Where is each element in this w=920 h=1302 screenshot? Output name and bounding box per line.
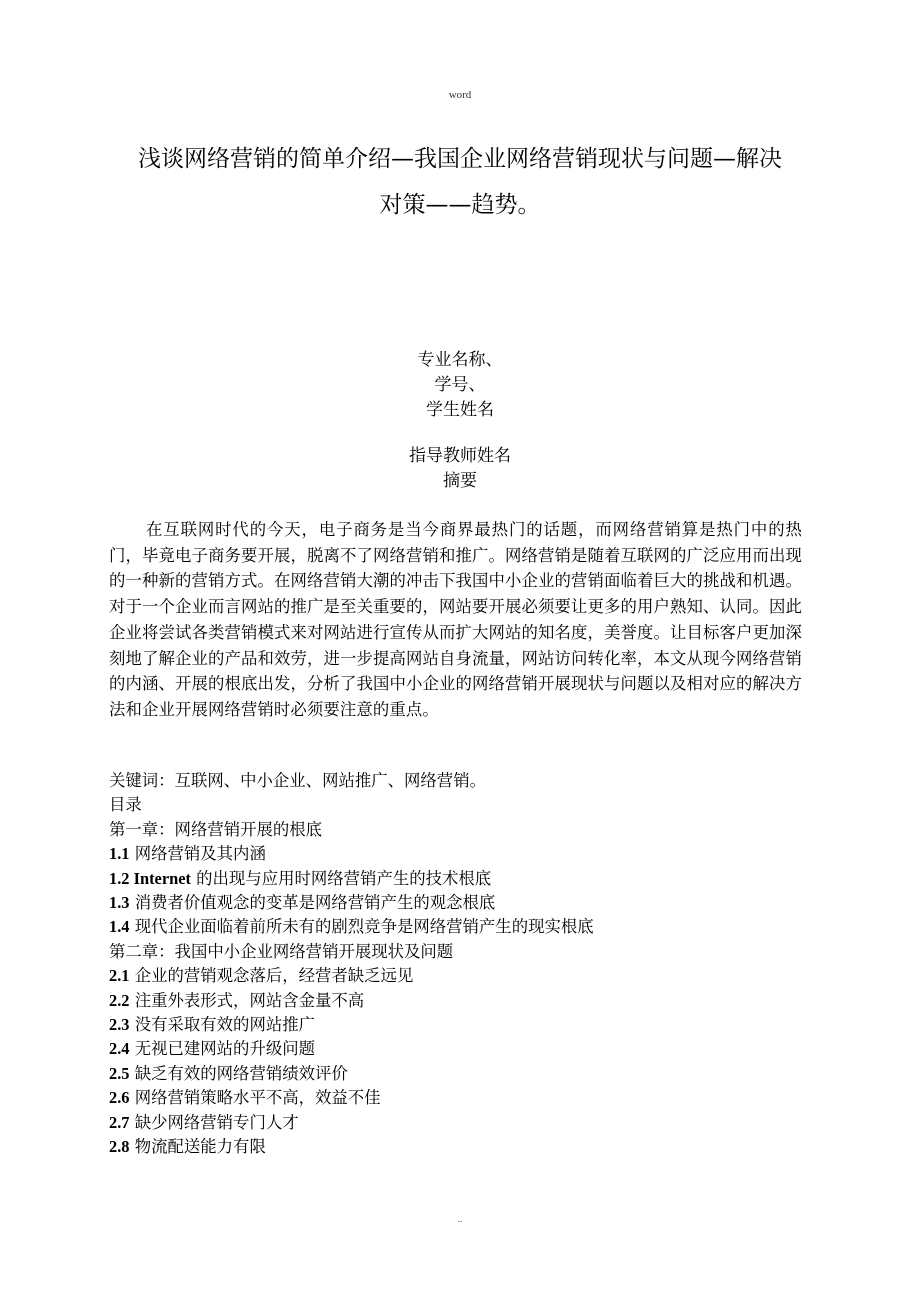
- document-title: [100, 136, 820, 228]
- toc-item-text: 企业的营销观念落后，经营者缺乏远见: [129, 966, 414, 986]
- toc-item: [109, 1013, 802, 1037]
- toc-item: [109, 1111, 802, 1135]
- toc-item-text: 无视已建网站的升级问题: [129, 1039, 316, 1059]
- toc-item-number: 2.6: [109, 1088, 130, 1108]
- author-info: [0, 348, 920, 423]
- toc-item-text: 缺乏有效的网络营销绩效评价: [129, 1063, 348, 1083]
- toc-item-number: 1.2 Internet: [109, 868, 191, 888]
- toc-item-number: 2.5: [109, 1063, 130, 1083]
- toc-section: [109, 769, 802, 1160]
- toc-item: [109, 1135, 802, 1159]
- toc-item-text: 注重外表形式，网站含金量不高: [129, 990, 365, 1010]
- toc-item: [109, 842, 802, 866]
- toc-item-number: 1.4: [109, 917, 130, 937]
- student-name-label: 学生姓名: [426, 400, 494, 420]
- toc-item-number: 2.7: [109, 1112, 130, 1132]
- toc-item-number: 2.2: [109, 990, 130, 1010]
- toc-item-text: 没有采取有效的网站推广: [129, 1015, 316, 1035]
- toc-item: [109, 989, 802, 1013]
- toc-heading: 目录: [109, 795, 142, 815]
- advisor-info: [0, 444, 920, 494]
- toc-item-number: 1.1: [109, 844, 130, 864]
- title-line-2: 对策——趋势。: [379, 192, 541, 218]
- toc-item: [109, 1037, 802, 1061]
- toc-item-text: 物流配送能力有限: [129, 1137, 266, 1157]
- toc-item: [109, 1086, 802, 1110]
- page-footer-mark: ..: [457, 1214, 463, 1224]
- toc-chapter-1: 第一章：网络营销开展的根底: [109, 819, 323, 839]
- abstract-paragraph: 在互联网时代的今天，电子商务是当今商界最热门的话题，而网络营销算是热门中的热门，毕竟电子商务要开展，脱离不了网络营销和推广。网络营销是随着互联网的广泛应用而出现的一种新的营销方式。在网络营销大潮的冲击下我国中小企业的营销面临着巨大的挑战和机遇。对于一个企业而言网站的推广是至关重要的，网站要开展必须要让更多的用户熟知、认同。因此企业将尝试各类营销模式来对网站进行宣传从而扩大网站的知名度，美誉度。让目标客户更加深刻地了解企业的产品和效劳，进一步提高网站自身流量，网站访问转化率，本文从现今网络营销的内涵、开展的根底出发，分析了我国中小企业的网络营销开展现状与问题以及相对应的解决方法和企业开展网络营销时必须要注意的重点。: [109, 520, 802, 719]
- keywords-line: 关键词：互联网、中小企业、网站推广、网络营销。: [109, 771, 486, 790]
- abstract-heading: 摘要: [443, 471, 477, 491]
- toc-item-number: 2.4: [109, 1039, 130, 1059]
- toc-item: [109, 915, 802, 939]
- toc-item-number: 2.3: [109, 1015, 130, 1035]
- toc-item-number: 1.3: [109, 893, 130, 913]
- toc-item: [109, 891, 802, 915]
- toc-item-text: 的出现与应用时网络营销产生的技术根底: [190, 868, 492, 888]
- toc-chapter-2: 第二章：我国中小企业网络营销开展现状及问题: [109, 941, 454, 961]
- toc-item-text: 现代企业面临着前所未有的剧烈竞争是网络营销产生的现实根底: [129, 917, 594, 937]
- page-header-watermark: word: [448, 89, 472, 101]
- major-label: 专业名称、: [417, 350, 503, 370]
- toc-item: [109, 1062, 802, 1086]
- student-id-label: 学号、: [434, 375, 486, 395]
- toc-item: [109, 867, 802, 891]
- toc-item: [109, 964, 802, 988]
- toc-item-text: 消费者价值观念的变革是网络营销产生的观念根底: [129, 893, 496, 913]
- toc-item-text: 网络营销策略水平不高，效益不佳: [129, 1088, 381, 1108]
- toc-item-number: 2.1: [109, 966, 130, 986]
- toc-item-text: 缺少网络营销专门人才: [129, 1112, 299, 1132]
- toc-item-text: 网络营销及其内涵: [129, 844, 266, 864]
- title-line-1: 浅谈网络营销的简单介绍—我国企业网络营销现状与问题—解决: [138, 146, 782, 172]
- advisor-label: 指导教师姓名: [409, 446, 511, 466]
- toc-item-number: 2.8: [109, 1137, 130, 1157]
